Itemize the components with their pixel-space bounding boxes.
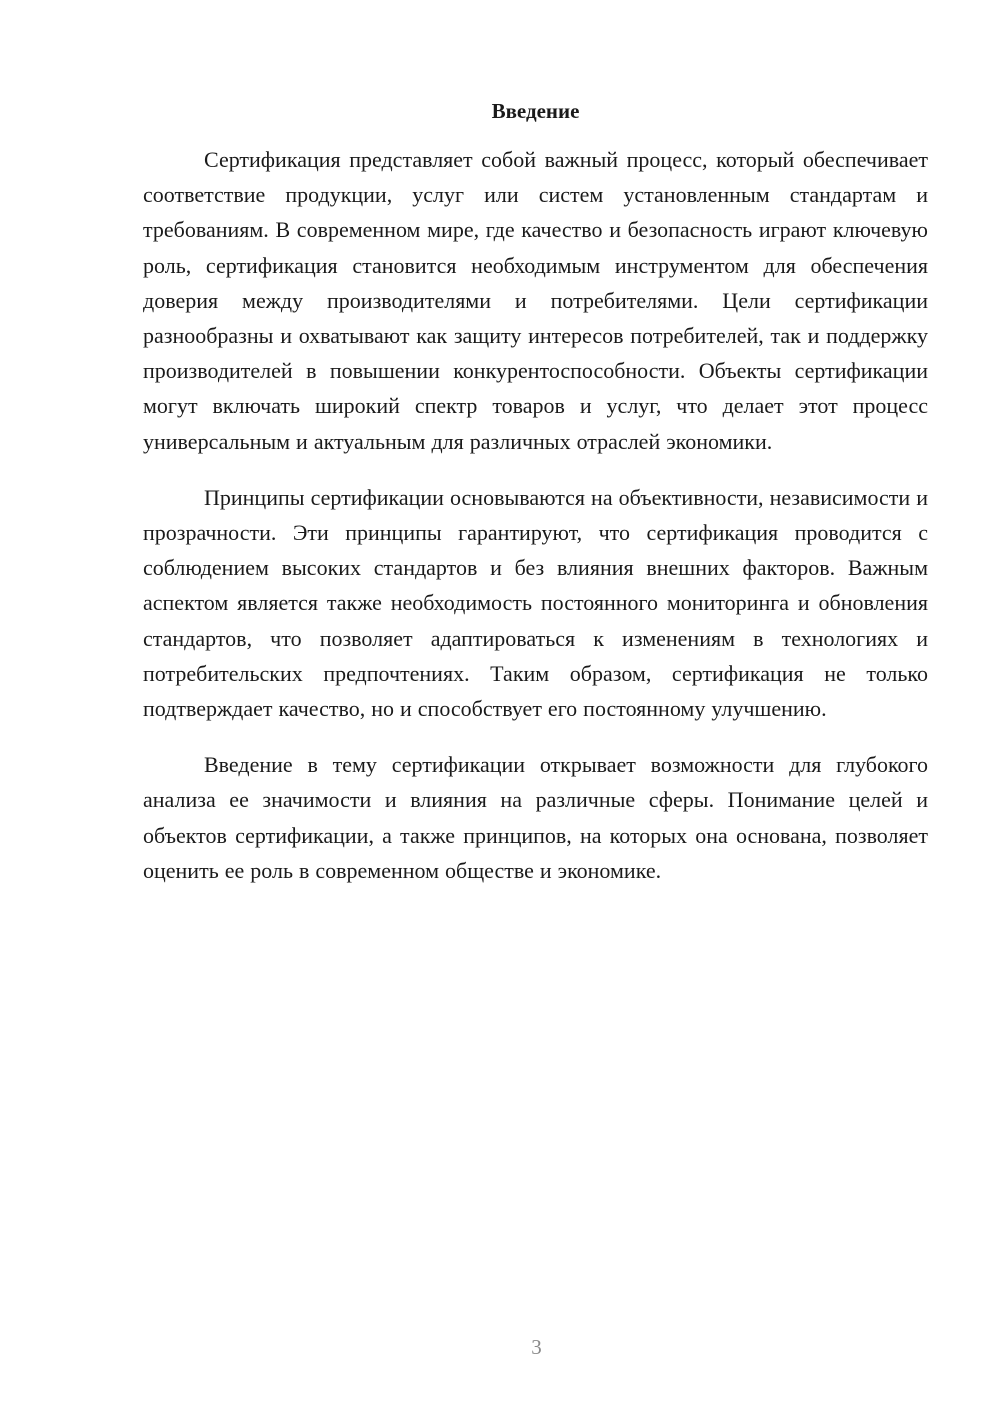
document-page [143,0,928,1414]
paragraph-1: Сертификация представляет собой важный процесс, который обеспечивает соответствие продукции, услуг или систем установленным стандартам и требованиям. В современном мире, где качество и безопасность играют ключевую роль, сертификация становится необходимым инструментом для обеспечения доверия между производителями и потребителями. Цели сертификации разнообразны и охватывают как защиту интересов потребителей, так и поддержку производителей в повышении конкурентоспособности. Объекты сертификации могут включать широкий спектр товаров и услуг, что делает этот процесс универсальным и актуальным для различных отраслей экономики. [143,147,928,454]
page-number: 3 [531,1335,542,1359]
body-text [143,142,928,888]
paragraph-2: Принципы сертификации основываются на объективности, независимости и прозрачности. Эти принципы гарантируют, что сертификация проводится с соблюдением высоких стандартов и без влияния внешних факторов. Важным аспектом является также необходимость постоянного мониторинга и обновления стандартов, что позволяет адаптироваться к изменениям в технологиях и потребительских предпочтениях. Таким образом, сертификация не только подтверждает качество, но и способствует его постоянному улучшению. [143,484,928,722]
section-heading: Введение [491,99,580,123]
paragraph-3: Введение в тему сертификации открывает возможности для глубокого анализа ее значимости и влияния на различные сферы. Понимание целей и объектов сертификации, а также принципов, на которых она основана, позволяет оценить ее роль в современном обществе и экономике. [143,752,928,883]
